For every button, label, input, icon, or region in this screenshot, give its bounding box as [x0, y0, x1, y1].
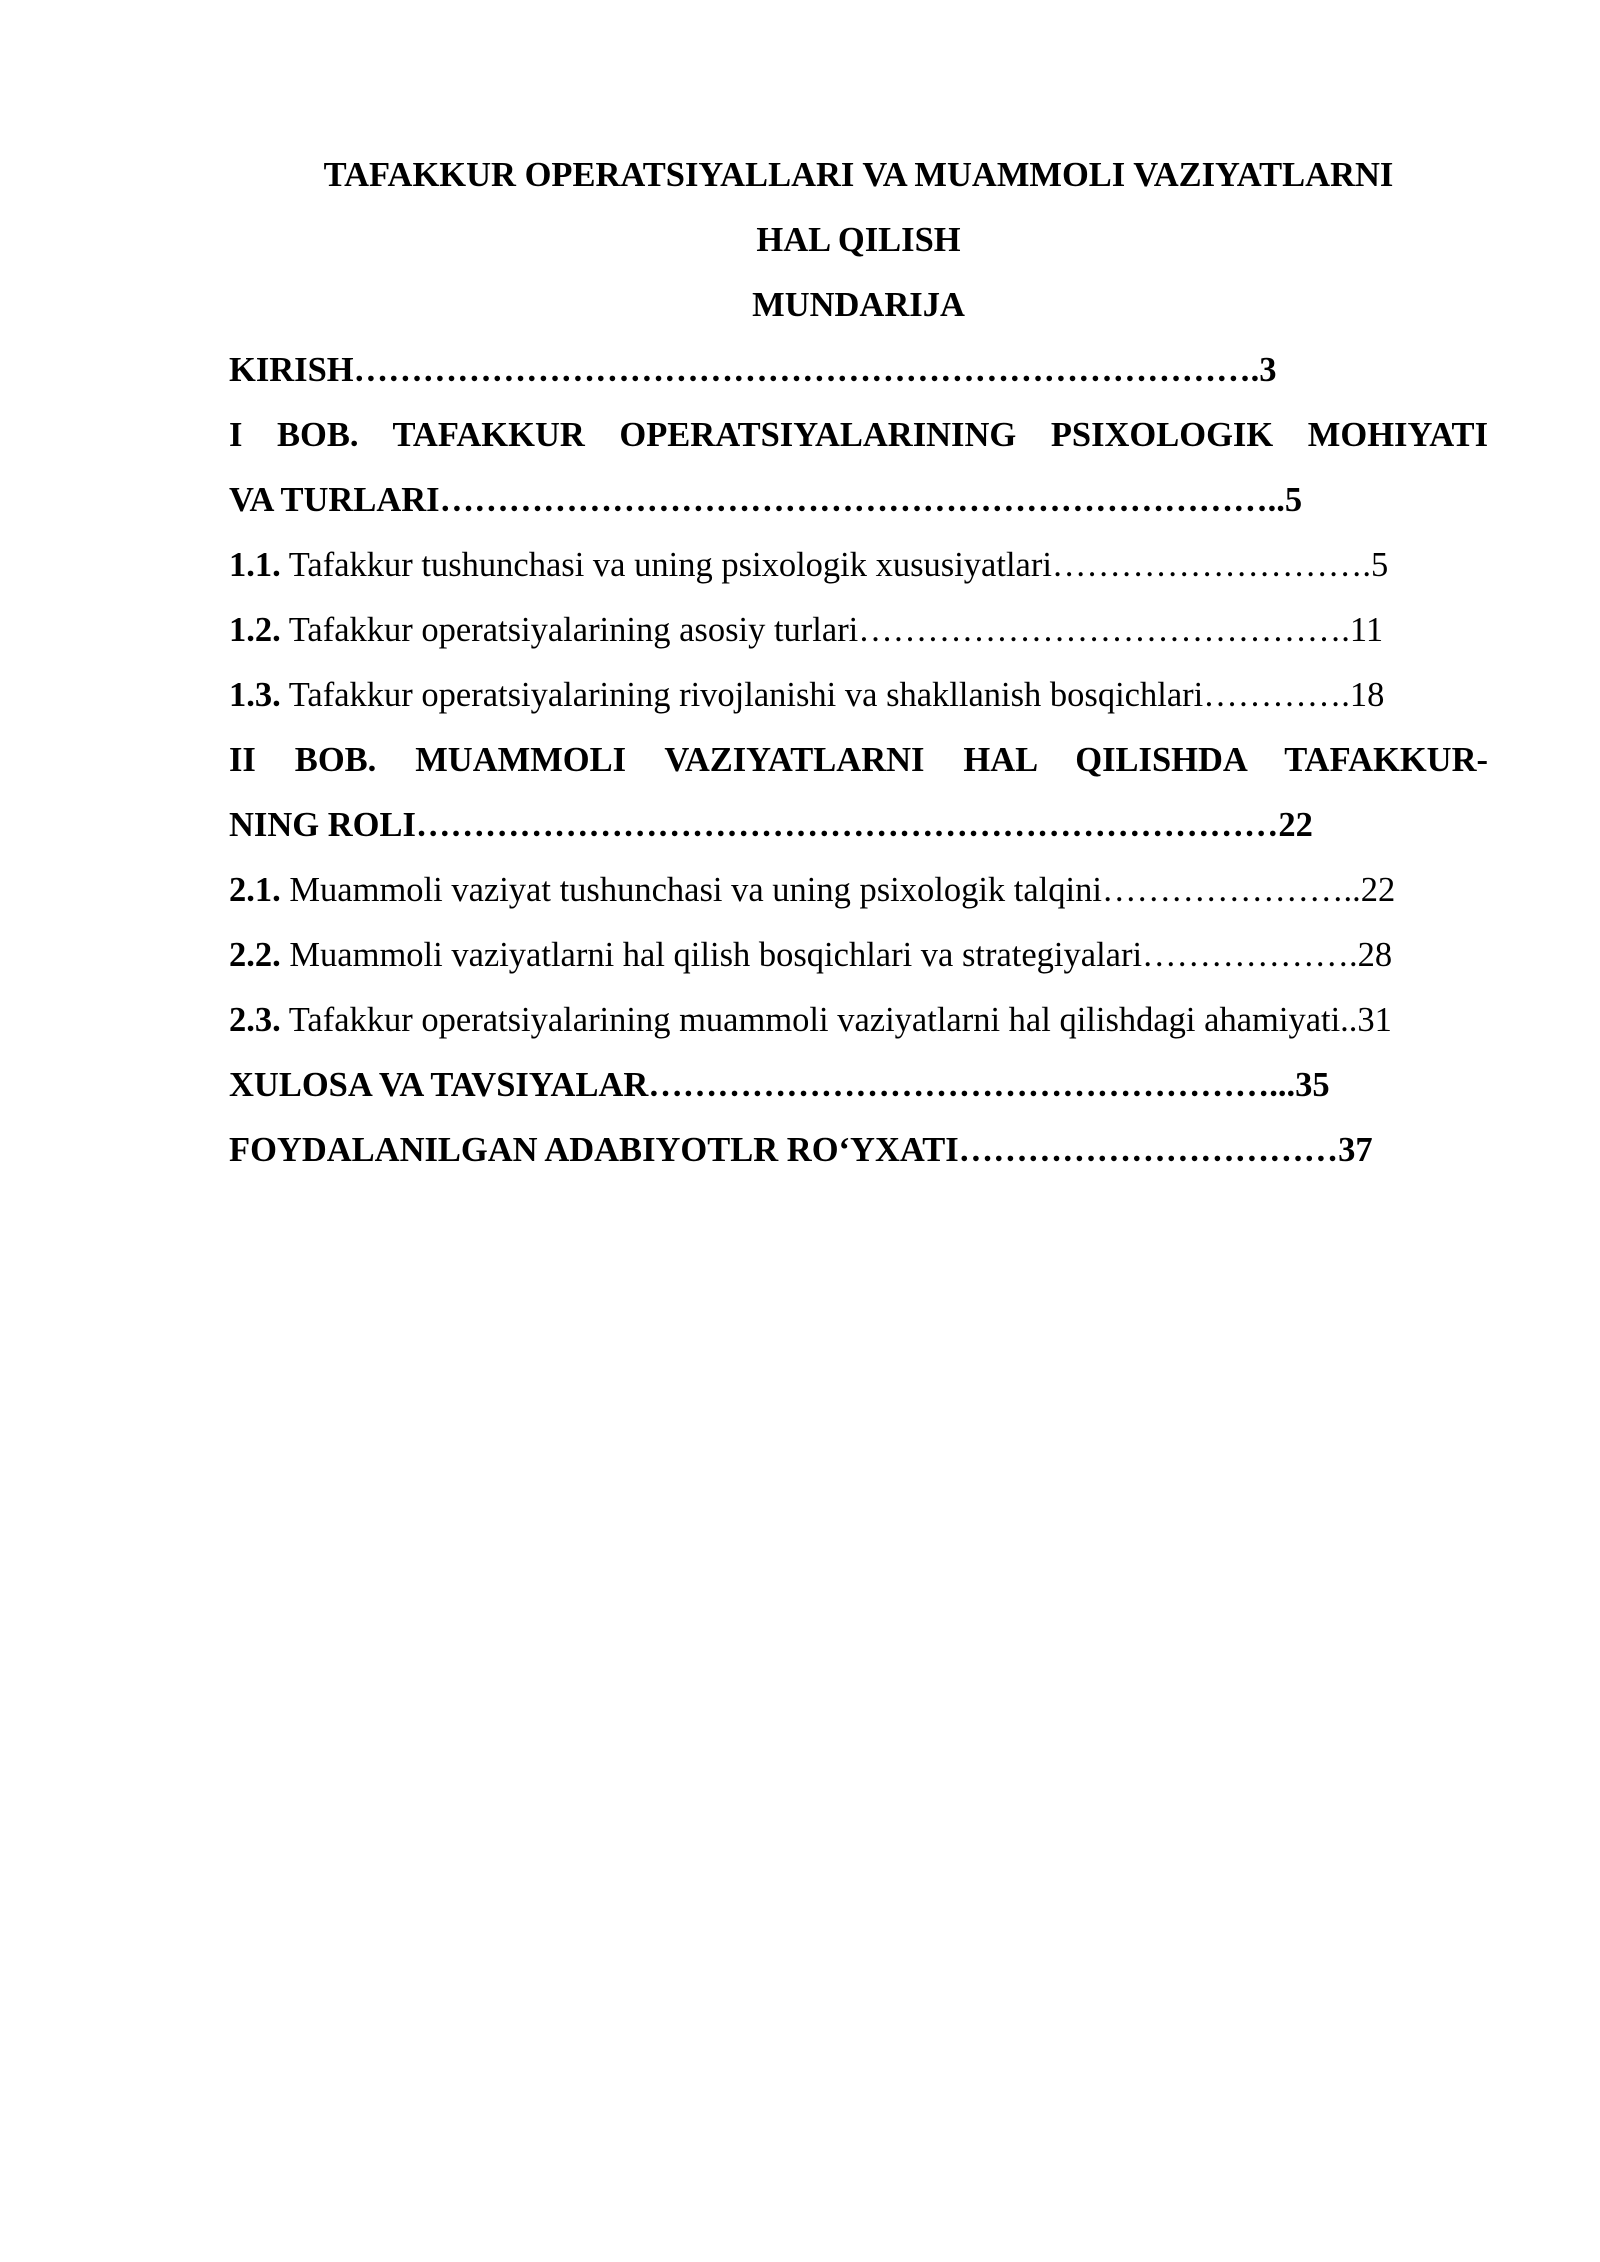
toc-entry-chapter-2-continued[interactable] [229, 798, 1488, 863]
page-content [229, 148, 1488, 1188]
toc-entry-section-2-3[interactable] [229, 993, 1488, 1058]
toc-entry-number: 1.1. [229, 546, 281, 584]
toc-entry-text: Tafakkur operatsiyalarining rivojlanishi va shakllanish bosqichlari………….18 [280, 676, 1385, 714]
toc-entry-chapter-1[interactable] [229, 408, 1488, 473]
toc-entry-text: Muammoli vaziyatlarni hal qilish bosqichlari va strategiyalari……………….28 [280, 936, 1393, 974]
toc-entry-section-2-1[interactable] [229, 863, 1488, 928]
toc-entry-text: XULOSA VA TAVSIYALAR………………………………………………...35 [229, 1066, 1330, 1104]
toc-heading: MUNDARIJA [752, 286, 965, 324]
toc-entry-section-1-1[interactable] [229, 538, 1488, 603]
toc-entry-text: Muammoli vaziyat tushunchasi va uning psixologik talqini…………………..22 [280, 871, 1396, 909]
toc-entry-section-1-3[interactable] [229, 668, 1488, 733]
toc-entry-number: 2.1. [229, 871, 281, 909]
toc-entry-number: 1.3. [229, 676, 281, 714]
toc-entry-text: KIRISH…………………………………………………………………….3 [229, 351, 1277, 389]
toc-entry-introduction[interactable] [229, 343, 1488, 408]
toc-entry-conclusion[interactable] [229, 1058, 1488, 1123]
toc-entry-text: Tafakkur operatsiyalarining muammoli vaziyatlarni hal qilishdagi ahamiyati..31 [280, 1001, 1392, 1039]
toc-entry-text: VA TURLARI………………………………………………………………..5 [229, 481, 1303, 519]
toc-entry-text: FOYDALANILGAN ADABIYOTLR RO‘YXATI……………………………37 [229, 1131, 1373, 1169]
toc-entry-number: 2.3. [229, 1001, 281, 1039]
toc-entry-section-2-2[interactable] [229, 928, 1488, 993]
document-title-line-2: HAL QILISH [756, 221, 961, 259]
toc-entry-text: Tafakkur operatsiyalarining asosiy turlari…………………………………….11 [280, 611, 1384, 649]
toc-entry-text: NING ROLI…………………………………………………………………22 [229, 806, 1313, 844]
toc-entry-chapter-2[interactable] [229, 733, 1488, 798]
toc-entry-number: 2.2. [229, 936, 281, 974]
toc-entry-text: I BOB. TAFAKKUR OPERATSIYALARINING PSIXOLOGIK MOHIYATI [229, 416, 1488, 454]
toc-entry-text: Tafakkur tushunchasi va uning psixologik xususiyatlari……………………….5 [280, 546, 1389, 584]
toc-entry-number: 1.2. [229, 611, 281, 649]
toc-entry-chapter-1-continued[interactable] [229, 473, 1488, 538]
toc-entry-references[interactable] [229, 1123, 1488, 1188]
document-title-line-1: TAFAKKUR OPERATSIYALLARI VA MUAMMOLI VAZIYATLARNI [323, 156, 1394, 194]
toc-entry-section-1-2[interactable] [229, 603, 1488, 668]
toc-entry-text: II BOB. MUAMMOLI VAZIYATLARNI HAL QILISHDA TAFAKKUR- [229, 741, 1488, 779]
